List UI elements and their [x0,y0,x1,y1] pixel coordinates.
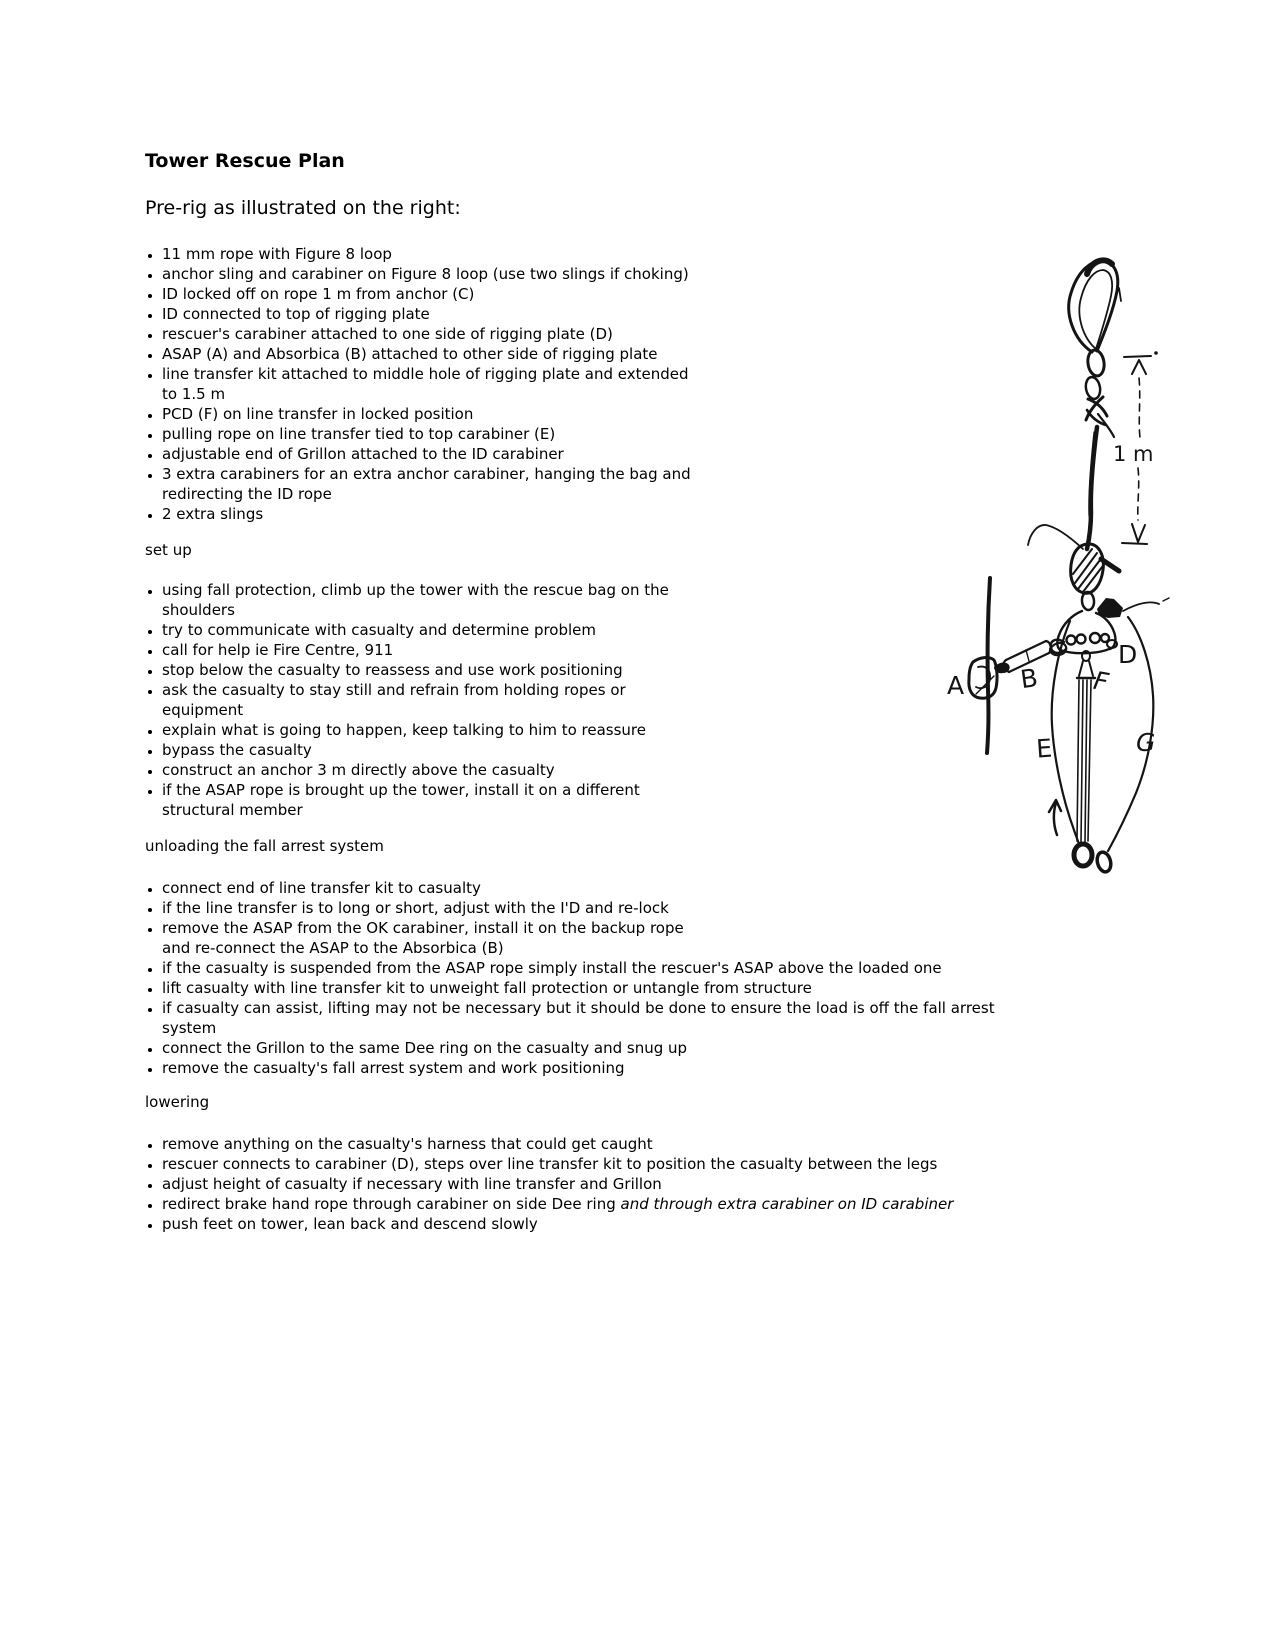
list-item: • ID connected to top of rigging plate [162,304,1242,324]
list-item: • rescuer connects to carabiner (D), steps over line transfer kit to position the casualty between the legs [162,1154,1242,1174]
page-subtitle: Pre-rig as illustrated on the right: [145,197,461,219]
rescue-rig-illustration [930,240,1180,890]
main-rope [1087,427,1097,549]
label-a: A [947,671,965,700]
line-transfer-strands [1077,680,1091,843]
list-item: • 3 extra carabiners for an extra anchor carabiner, hanging the bag and redirecting the ID rope [162,464,1242,504]
rope-d-tail [1123,598,1169,611]
label-e: E [1035,733,1054,764]
rope-tail [1028,525,1083,549]
anchor-sling [1069,260,1121,352]
line-transfer-attachment [1077,651,1095,678]
list-item: • connect the Grillon to the same Dee ring on the casualty and snug up [162,1038,1242,1058]
list-item: • ID locked off on rope 1 m from anchor (C) [162,284,1242,304]
list-item: • 2 extra slings [162,504,1242,524]
unloading-list [145,878,1242,1078]
lowering-list [145,1134,1242,1234]
list-item: • call for help ie Fire Centre, 911 [162,640,1242,660]
list-item: • line transfer kit attached to middle hole of rigging plate and extended to 1.5 m [162,364,1242,404]
label-d: D [1118,640,1138,669]
label-f: F [1091,665,1111,697]
list-item: • pulling rope on line transfer tied to top carabiner (E) [162,424,1242,444]
list-item: • stop below the casualty to reassess and use work positioning [162,660,1242,680]
list-item: • ask the casualty to stay still and refrain from holding ropes or equipment [162,680,1242,720]
list-item: • adjust height of casualty if necessary with line transfer and Grillon [162,1174,1242,1194]
label-g: G [1136,728,1156,757]
dimension-1m [1113,351,1158,544]
dimension-label: 1 m [1113,442,1154,466]
list-item: • if casualty can assist, lifting may not be necessary but it should be done to ensure the load is off the fall arrest system [162,998,1242,1038]
list-item: • construct an anchor 3 m directly above the casualty [162,760,1242,780]
list-item: • if the line transfer is to long or short, adjust with the I'D and re-lock [162,898,1242,918]
id-descender [1071,544,1119,593]
section-heading-unloading: unloading the fall arrest system [145,837,384,855]
section-heading-lowering: lowering [145,1093,210,1111]
list-item: • try to communicate with casualty and determine problem [162,620,1242,640]
list-item: • using fall protection, climb up the tower with the rescue bag on the shoulders [162,580,1242,620]
list-item: • if the ASAP rope is brought up the tower, install it on a different structural member [162,780,1242,820]
backup-rope [987,578,990,753]
list-item: • adjustable end of Grillon attached to the ID carabiner [162,444,1242,464]
list-item: • ASAP (A) and Absorbica (B) attached to other side of rigging plate [162,344,1242,364]
list-item: • anchor sling and carabiner on Figure 8 loop (use two slings if choking) [162,264,1242,284]
list-item: • rescuer's carabiner attached to one side of rigging plate (D) [162,324,1242,344]
section-heading-setup: set up [145,541,192,559]
list-item: • redirect brake hand rope through carabiner on side Dee ring and through extra carabiner on ID carabiner [162,1194,1242,1214]
label-b: B [1018,663,1040,695]
list-item: • PCD (F) on line transfer in locked position [162,404,1242,424]
list-item: • explain what is going to happen, keep talking to him to reassure [162,720,1242,740]
list-item: • bypass the casualty [162,740,1242,760]
list-item: • lift casualty with line transfer kit to unweight fall protection or untangle from structure [162,978,1242,998]
asap-device [969,658,997,699]
list-item: • if the casualty is suspended from the ASAP rope simply install the rescuer's ASAP above the loaded one [162,958,1242,978]
rope-g-end-loop [1095,851,1113,874]
list-item: • remove anything on the casualty's harness that could get caught [162,1134,1242,1154]
list-item: • remove the casualty's fall arrest system and work positioning [162,1058,1242,1078]
bottom-carabiner [1074,844,1092,866]
list-item: • push feet on tower, lean back and descend slowly [162,1214,1242,1234]
list-item: • 11 mm rope with Figure 8 loop [162,244,1242,264]
page-title: Tower Rescue Plan [145,150,345,172]
list-item: • remove the ASAP from the OK carabiner, install it on the backup rope and re-connect the ASAP to the Absorbica (B) [162,918,1242,958]
anchor-carabiner [1084,349,1106,400]
figure8-knot [1086,397,1114,437]
list-item: • connect end of line transfer kit to casualty [162,878,1242,898]
up-arrow [1049,800,1061,835]
